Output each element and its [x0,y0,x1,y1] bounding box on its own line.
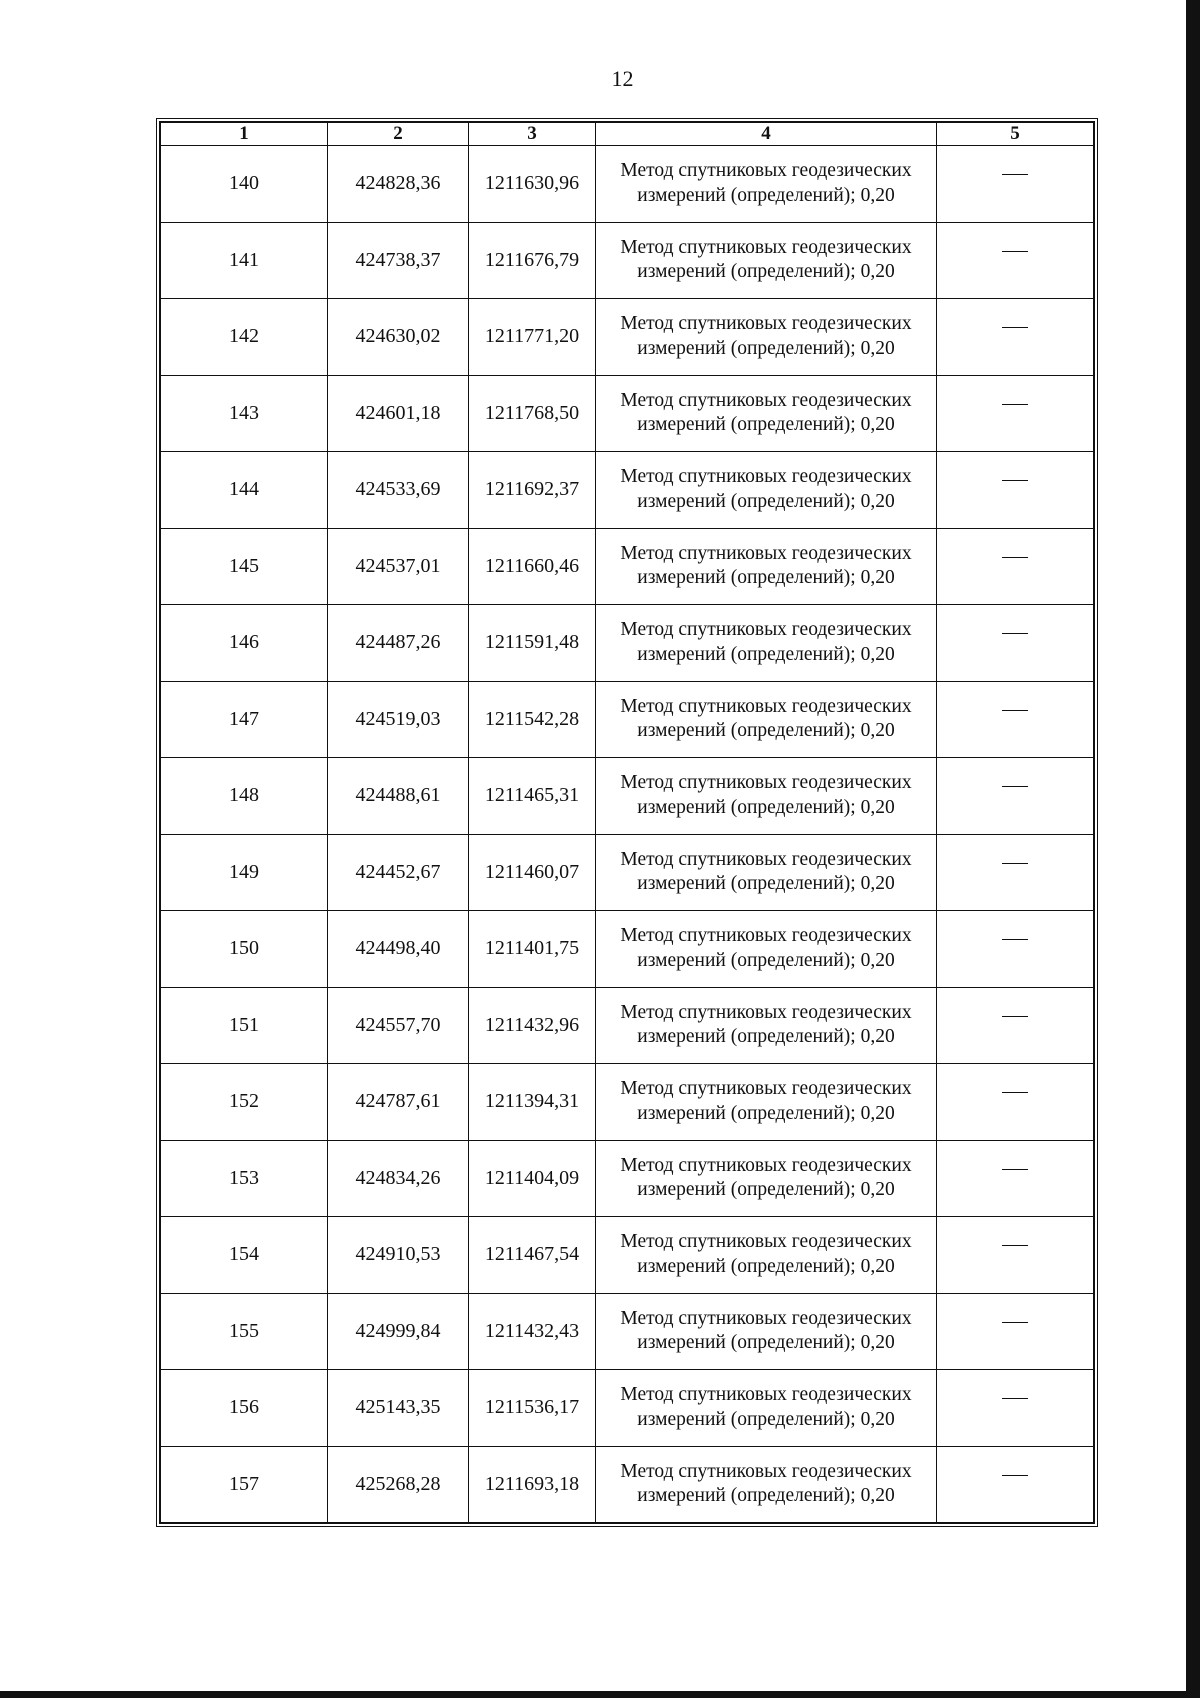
note-cell [937,758,1094,835]
coordinate-x-cell: 424498,40 [328,911,469,988]
coordinate-x-cell: 424910,53 [328,1217,469,1294]
table-row [161,222,1094,299]
column-header-2: 2 [328,123,469,146]
coordinate-x-cell: 424519,03 [328,681,469,758]
dash-mark [1002,557,1028,558]
point-number-cell: 155 [161,1293,328,1370]
note-cell [937,146,1094,223]
point-number-cell: 153 [161,1140,328,1217]
dash-mark [1002,1245,1028,1246]
table-row [161,1293,1094,1370]
dash-mark [1002,1092,1028,1093]
note-cell [937,375,1094,452]
dash-mark [1002,480,1028,481]
coordinate-y-cell: 1211401,75 [469,911,596,988]
point-number-cell: 146 [161,605,328,682]
note-cell [937,987,1094,1064]
point-number-cell: 157 [161,1446,328,1523]
method-accuracy-cell: Метод спутниковых геодезических измерений (определений); 0,20 [596,834,937,911]
coordinate-x-cell: 424738,37 [328,222,469,299]
note-cell [937,299,1094,376]
method-accuracy-cell: Метод спутниковых геодезических измерений (определений); 0,20 [596,758,937,835]
point-number-cell: 152 [161,1064,328,1141]
note-cell [937,834,1094,911]
coordinate-y-cell: 1211465,31 [469,758,596,835]
coordinate-y-cell: 1211394,31 [469,1064,596,1141]
method-accuracy-cell: Метод спутниковых геодезических измерений (определений); 0,20 [596,1446,937,1523]
note-cell [937,222,1094,299]
table-body [161,146,1094,1523]
method-accuracy-cell: Метод спутниковых геодезических измерений (определений); 0,20 [596,681,937,758]
coordinate-x-cell: 424537,01 [328,528,469,605]
coordinate-y-cell: 1211693,18 [469,1446,596,1523]
method-accuracy-cell: Метод спутниковых геодезических измерений (определений); 0,20 [596,987,937,1064]
note-cell [937,1217,1094,1294]
coordinate-y-cell: 1211692,37 [469,452,596,529]
table-row [161,146,1094,223]
point-number-cell: 150 [161,911,328,988]
note-cell [937,911,1094,988]
note-cell [937,528,1094,605]
coordinate-y-cell: 1211460,07 [469,834,596,911]
method-accuracy-cell: Метод спутниковых геодезических измерений (определений); 0,20 [596,452,937,529]
dash-mark [1002,1398,1028,1399]
coordinate-x-cell: 424533,69 [328,452,469,529]
method-accuracy-cell: Метод спутниковых геодезических измерений (определений); 0,20 [596,222,937,299]
column-header-4: 4 [596,123,937,146]
table-row [161,375,1094,452]
note-cell [937,1370,1094,1447]
coordinate-x-cell: 424557,70 [328,987,469,1064]
coordinate-y-cell: 1211630,96 [469,146,596,223]
method-accuracy-cell: Метод спутниковых геодезических измерений (определений); 0,20 [596,299,937,376]
point-number-cell: 156 [161,1370,328,1447]
table-row [161,299,1094,376]
note-cell [937,1064,1094,1141]
table-row [161,758,1094,835]
column-header-5: 5 [937,123,1094,146]
coordinate-x-cell: 424487,26 [328,605,469,682]
point-number-cell: 143 [161,375,328,452]
table-row [161,452,1094,529]
note-cell [937,1293,1094,1370]
table-header-row [161,123,1094,146]
point-number-cell: 144 [161,452,328,529]
table-row [161,1446,1094,1523]
coordinate-x-cell: 425268,28 [328,1446,469,1523]
note-cell [937,1140,1094,1217]
point-number-cell: 148 [161,758,328,835]
method-accuracy-cell: Метод спутниковых геодезических измерений (определений); 0,20 [596,911,937,988]
coordinate-y-cell: 1211432,43 [469,1293,596,1370]
table-row [161,1370,1094,1447]
point-number-cell: 149 [161,834,328,911]
dash-mark [1002,404,1028,405]
method-accuracy-cell: Метод спутниковых геодезических измерений (определений); 0,20 [596,146,937,223]
coordinate-y-cell: 1211676,79 [469,222,596,299]
coordinate-x-cell: 424787,61 [328,1064,469,1141]
dash-mark [1002,1169,1028,1170]
scan-edge-right [1186,0,1200,1698]
coordinate-y-cell: 1211536,17 [469,1370,596,1447]
coordinate-y-cell: 1211404,09 [469,1140,596,1217]
point-number-cell: 142 [161,299,328,376]
column-header-3: 3 [469,123,596,146]
coordinate-x-cell: 424999,84 [328,1293,469,1370]
table-row [161,987,1094,1064]
table-row [161,1217,1094,1294]
dash-mark [1002,1475,1028,1476]
coordinate-y-cell: 1211771,20 [469,299,596,376]
coordinate-x-cell: 424828,36 [328,146,469,223]
point-number-cell: 151 [161,987,328,1064]
coordinate-y-cell: 1211591,48 [469,605,596,682]
coordinate-y-cell: 1211660,46 [469,528,596,605]
method-accuracy-cell: Метод спутниковых геодезических измерений (определений); 0,20 [596,605,937,682]
method-accuracy-cell: Метод спутниковых геодезических измерений (определений); 0,20 [596,528,937,605]
note-cell [937,452,1094,529]
dash-mark [1002,1322,1028,1323]
point-number-cell: 145 [161,528,328,605]
dash-mark [1002,327,1028,328]
method-accuracy-cell: Метод спутниковых геодезических измерений (определений); 0,20 [596,1293,937,1370]
coordinate-y-cell: 1211467,54 [469,1217,596,1294]
coordinate-x-cell: 424452,67 [328,834,469,911]
method-accuracy-cell: Метод спутниковых геодезических измерений (определений); 0,20 [596,1064,937,1141]
note-cell [937,1446,1094,1523]
dash-mark [1002,633,1028,634]
dash-mark [1002,174,1028,175]
coordinates-table [156,118,1098,1527]
table-row [161,605,1094,682]
table-row [161,911,1094,988]
dash-mark [1002,939,1028,940]
coordinate-y-cell: 1211542,28 [469,681,596,758]
dash-mark [1002,1016,1028,1017]
point-number-cell: 154 [161,1217,328,1294]
scan-edge-bottom [0,1691,1200,1698]
table-row [161,834,1094,911]
point-number-cell: 140 [161,146,328,223]
table-row [161,1140,1094,1217]
method-accuracy-cell: Метод спутниковых геодезических измерений (определений); 0,20 [596,375,937,452]
dash-mark [1002,251,1028,252]
dash-mark [1002,710,1028,711]
scan-edge-gap [1181,0,1186,1698]
note-cell [937,681,1094,758]
coordinate-x-cell: 424630,02 [328,299,469,376]
method-accuracy-cell: Метод спутниковых геодезических измерений (определений); 0,20 [596,1217,937,1294]
method-accuracy-cell: Метод спутниковых геодезических измерений (определений); 0,20 [596,1370,937,1447]
dash-mark [1002,786,1028,787]
coordinate-x-cell: 424834,26 [328,1140,469,1217]
table-row [161,528,1094,605]
coordinate-y-cell: 1211768,50 [469,375,596,452]
method-accuracy-cell: Метод спутниковых геодезических измерений (определений); 0,20 [596,1140,937,1217]
coordinate-x-cell: 425143,35 [328,1370,469,1447]
table-row [161,1064,1094,1141]
dash-mark [1002,863,1028,864]
point-number-cell: 147 [161,681,328,758]
column-header-1: 1 [161,123,328,146]
table-row [161,681,1094,758]
coordinate-x-cell: 424488,61 [328,758,469,835]
coordinate-x-cell: 424601,18 [328,375,469,452]
page-number: 12 [611,66,634,91]
coordinate-y-cell: 1211432,96 [469,987,596,1064]
note-cell [937,605,1094,682]
point-number-cell: 141 [161,222,328,299]
